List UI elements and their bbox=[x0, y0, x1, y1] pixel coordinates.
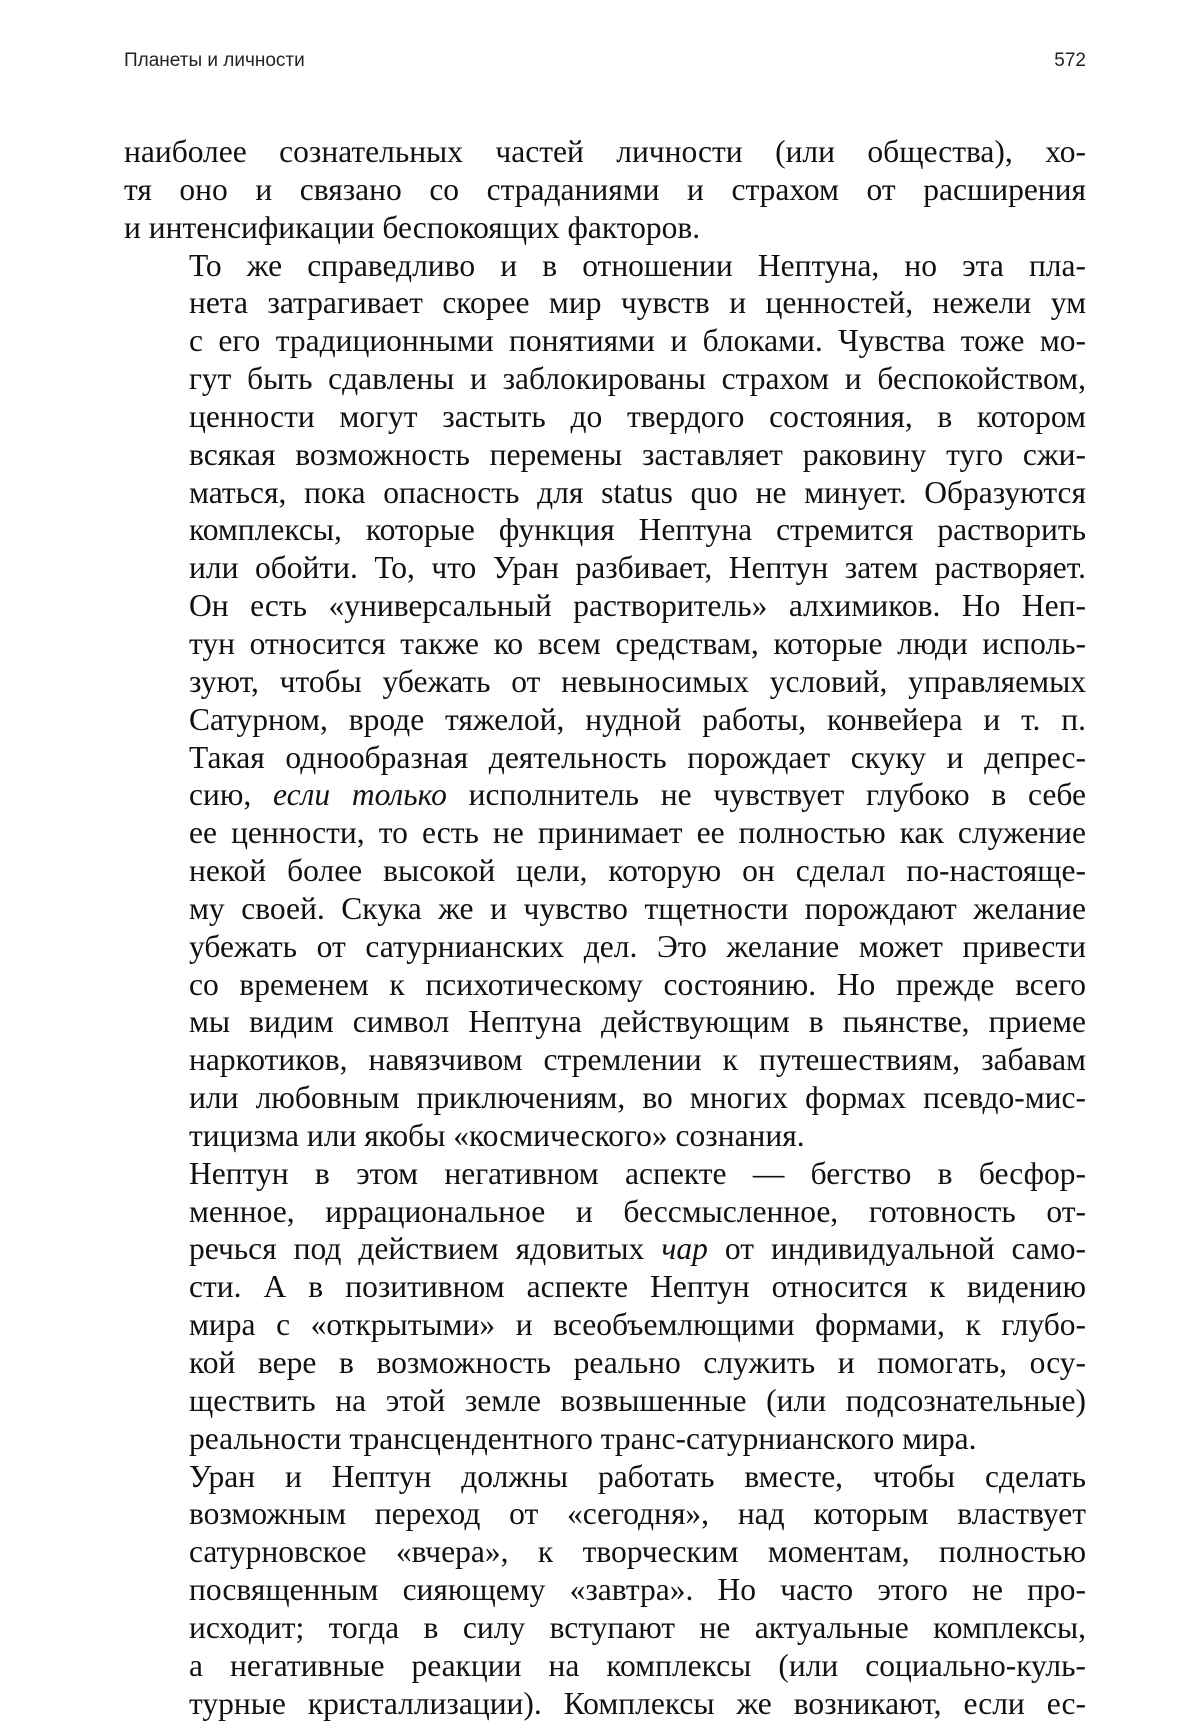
text-line: посвященным сияющему «завтра». Но часто этого не про- bbox=[124, 1571, 1086, 1609]
text-line: исходит; тогда в силу вступают не актуальные комплексы, bbox=[124, 1609, 1086, 1647]
paragraph bbox=[124, 133, 1086, 247]
text-line: тицизма или якобы «космического» сознания. bbox=[124, 1117, 1086, 1155]
text-line: мира с «открытыми» и всеобъемлющими формами, к глубо- bbox=[124, 1306, 1086, 1344]
text-line: нета затрагивает скорее мир чувств и ценностей, нежели ум bbox=[124, 284, 1086, 322]
text-line: или любовным приключениям, во многих формах псевдо-мис- bbox=[124, 1079, 1086, 1117]
text-line: Сатурном, вроде тяжелой, нудной работы, конвейера и т. п. bbox=[124, 701, 1086, 739]
book-page bbox=[0, 0, 1200, 1727]
body-text bbox=[124, 133, 1086, 1722]
text-line: комплексы, которые функция Нептуна стремится растворить bbox=[124, 511, 1086, 549]
text-line: маться, пока опасность для status quo не минует. Образуются bbox=[124, 474, 1086, 512]
text-line: сатурновское «вчера», к творческим моментам, полностью bbox=[124, 1533, 1086, 1571]
text-line: ценности могут застыть до твердого состояния, в котором bbox=[124, 398, 1086, 436]
text-line: и интенсификации беспокоящих факторов. bbox=[124, 209, 1086, 247]
text-line: некой более высокой цели, которую он сделал по-настояще- bbox=[124, 852, 1086, 890]
text-line: реальности трансцендентного транс-сатурнианского мира. bbox=[124, 1420, 1086, 1458]
text-line: менное, иррациональное и бессмысленное, готовность от- bbox=[124, 1193, 1086, 1231]
paragraph bbox=[124, 247, 1086, 1155]
text-line: тун относится также ко всем средствам, которые люди исполь- bbox=[124, 625, 1086, 663]
text-line: турные кристаллизации). Комплексы же возникают, если ес- bbox=[124, 1685, 1086, 1723]
text-line: гут быть сдавлены и заблокированы страхом и беспокойством, bbox=[124, 360, 1086, 398]
text-line: или обойти. То, что Уран разбивает, Нептун затем растворяет. bbox=[124, 549, 1086, 587]
chapter-title: Планеты и личности bbox=[124, 50, 305, 72]
paragraph bbox=[124, 1155, 1086, 1458]
text-line: Он есть «универсальный растворитель» алхимиков. Но Неп- bbox=[124, 587, 1086, 625]
text-line: зуют, чтобы убежать от невыносимых условий, управляемых bbox=[124, 663, 1086, 701]
text-line: тя оно и связано со страданиями и страхом от расширения bbox=[124, 171, 1086, 209]
text-line: ее ценности, то есть не принимает ее полностью как служение bbox=[124, 814, 1086, 852]
italic-emphasis: если только bbox=[273, 777, 447, 812]
text-line: убежать от сатурнианских дел. Это желание может привести bbox=[124, 928, 1086, 966]
text-line: речься под действием ядовитых чар от индивидуальной само- bbox=[124, 1230, 1086, 1268]
text-line: ществить на этой земле возвышенные (или подсознательные) bbox=[124, 1382, 1086, 1420]
running-header bbox=[124, 50, 1086, 80]
text-line: Уран и Нептун должны работать вместе, чтобы сделать bbox=[124, 1458, 1086, 1496]
italic-emphasis: чар bbox=[661, 1231, 708, 1266]
paragraph bbox=[124, 1458, 1086, 1723]
text-line: Нептун в этом негативном аспекте — бегство в бесфор- bbox=[124, 1155, 1086, 1193]
text-line: сию, если только исполнитель не чувствует глубоко в себе bbox=[124, 776, 1086, 814]
text-line: кой вере в возможность реально служить и помогать, осу- bbox=[124, 1344, 1086, 1382]
text-line: с его традиционными понятиями и блоками. Чувства тоже мо- bbox=[124, 322, 1086, 360]
text-line: со временем к психотическому состоянию. Но прежде всего bbox=[124, 966, 1086, 1004]
text-line: му своей. Скука же и чувство тщетности порождают желание bbox=[124, 890, 1086, 928]
text-line: а негативные реакции на комплексы (или социально-куль- bbox=[124, 1647, 1086, 1685]
text-line: мы видим символ Нептуна действующим в пьянстве, приеме bbox=[124, 1003, 1086, 1041]
text-line: наиболее сознательных частей личности (или общества), хо- bbox=[124, 133, 1086, 171]
text-line: наркотиков, навязчивом стремлении к путешествиям, забавам bbox=[124, 1041, 1086, 1079]
text-line: Такая однообразная деятельность порождает скуку и депрес- bbox=[124, 739, 1086, 777]
text-line: возможным переход от «сегодня», над которым властвует bbox=[124, 1495, 1086, 1533]
text-line: То же справедливо и в отношении Нептуна, но эта пла- bbox=[124, 247, 1086, 285]
text-line: всякая возможность перемены заставляет раковину туго сжи- bbox=[124, 436, 1086, 474]
page-number: 572 bbox=[1054, 50, 1086, 72]
text-line: сти. А в позитивном аспекте Нептун относится к видению bbox=[124, 1268, 1086, 1306]
